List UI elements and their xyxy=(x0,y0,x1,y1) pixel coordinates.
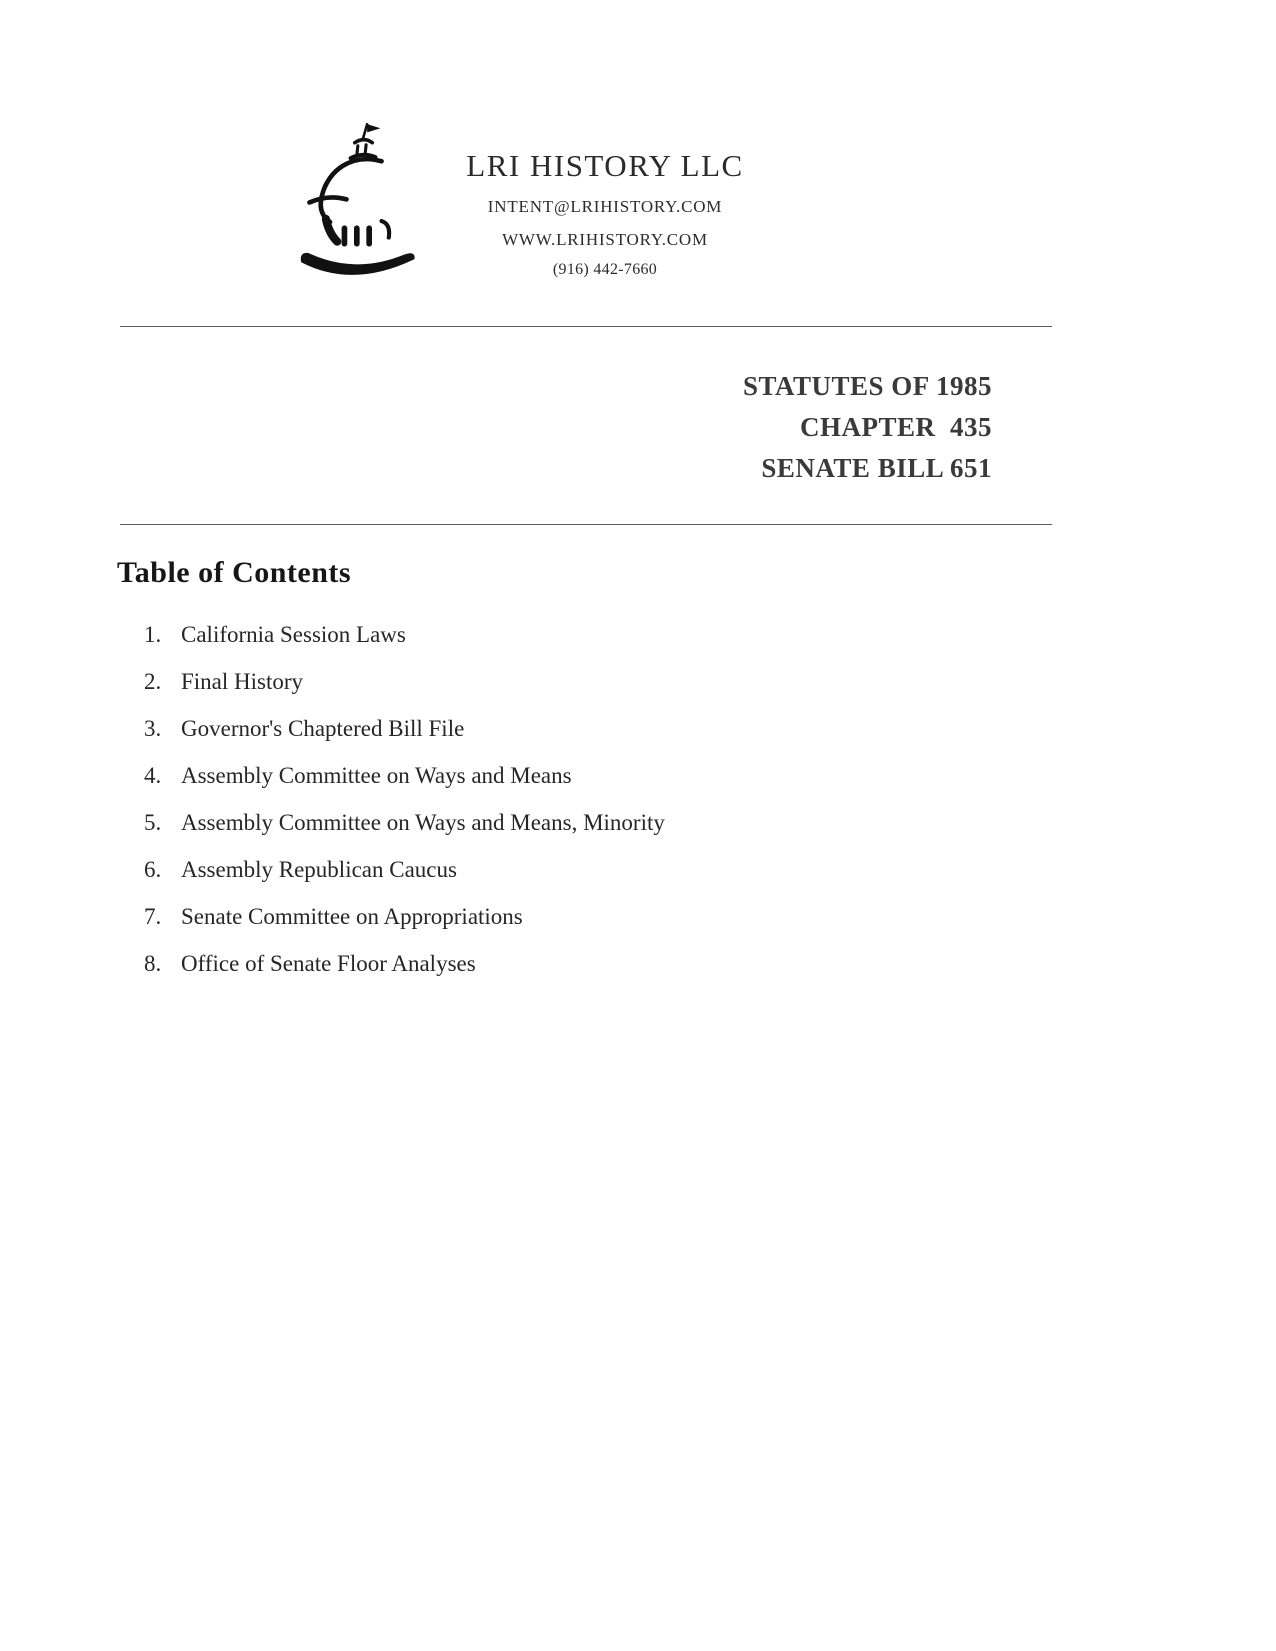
toc-item-label: Assembly Republican Caucus xyxy=(181,857,457,882)
toc-item xyxy=(144,669,665,695)
letterhead xyxy=(425,148,785,279)
toc-item-label: Assembly Committee on Ways and Means xyxy=(181,763,572,788)
divider-top xyxy=(120,326,1052,327)
toc-item-label: Senate Committee on Appropriations xyxy=(181,904,523,929)
toc-item xyxy=(144,857,665,883)
toc-item-number: 6. xyxy=(144,857,162,882)
toc-item-label: California Session Laws xyxy=(181,622,406,647)
toc-item-number: 2. xyxy=(144,669,162,694)
toc-item-number: 4. xyxy=(144,763,162,788)
toc-item xyxy=(144,904,665,930)
chapter-line: CHAPTER 435 xyxy=(799,412,992,442)
capitol-dome-sketch-icon xyxy=(288,118,438,288)
toc-item-number: 5. xyxy=(144,810,162,835)
company-email: INTENT@LRIHISTORY.COM xyxy=(487,197,723,216)
toc-item xyxy=(144,716,665,742)
toc-item-label: Governor's Chaptered Bill File xyxy=(181,716,465,741)
toc-item-number: 3. xyxy=(144,716,162,741)
toc-item xyxy=(144,951,665,977)
statute-reference xyxy=(743,366,992,489)
toc-item-label: Assembly Committee on Ways and Means, Minority xyxy=(181,810,665,835)
company-website: WWW.LRIHISTORY.COM xyxy=(502,230,708,249)
toc-list xyxy=(144,622,665,998)
divider-bottom xyxy=(120,524,1052,525)
statutes-line: STATUTES OF 1985 xyxy=(742,371,992,401)
toc-item-label: Final History xyxy=(181,669,304,694)
toc-item xyxy=(144,763,665,789)
toc-item xyxy=(144,622,665,648)
company-name: LRI HISTORY LLC xyxy=(466,148,744,183)
company-logo xyxy=(288,118,438,288)
toc-item-number: 8. xyxy=(144,951,162,976)
toc-item-number: 7. xyxy=(144,904,162,929)
toc-item xyxy=(144,810,665,836)
toc-title: Table of Contents xyxy=(117,556,352,589)
toc-item-label: Office of Senate Floor Analyses xyxy=(181,951,476,976)
senate-bill-line: SENATE BILL 651 xyxy=(761,453,992,483)
toc-item-number: 1. xyxy=(144,622,162,647)
company-phone: (916) 442-7660 xyxy=(552,261,658,278)
